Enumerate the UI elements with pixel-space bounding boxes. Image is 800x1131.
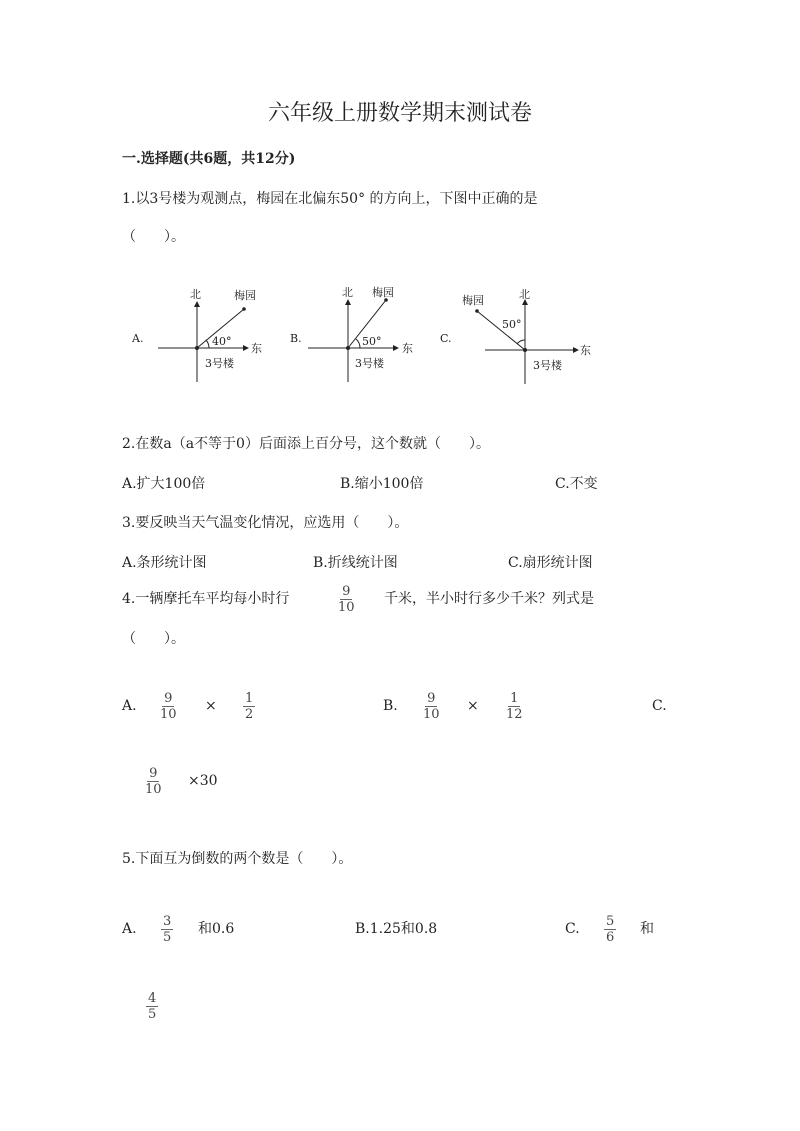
question-4-blank: （ ）。	[122, 631, 185, 647]
page-title: 六年级上册数学期末测试卷	[267, 101, 532, 126]
north-label: 北	[519, 288, 530, 301]
diagram-a	[131, 288, 262, 382]
fraction: $\frac{9}{10}$	[338, 584, 355, 615]
origin-label: 3号楼	[533, 359, 562, 372]
question-4-option-c-label: C.	[652, 698, 667, 714]
origin-label: 3号楼	[355, 357, 384, 370]
times-sign: ×	[205, 698, 217, 714]
diagram-c	[440, 288, 591, 384]
question-2-option-c: C.不变	[555, 476, 598, 492]
angle-label: 40°	[212, 335, 232, 348]
question-5-text: 5.下面互为倒数的两个数是（ ）。	[122, 851, 353, 867]
diagram-label: A.	[132, 332, 144, 345]
east-label: 东	[251, 342, 262, 355]
question-3-option-a: A.条形统计图	[122, 555, 207, 571]
times-sign: ×	[467, 698, 479, 714]
question-4-text: 4.一辆摩托车平均每小时行	[122, 591, 290, 607]
question-5-option-c-label: C.	[565, 921, 580, 937]
question-3-option-c: C.扇形统计图	[508, 555, 593, 571]
question-3-text: 3.要反映当天气温变化情况，应选用（ ）。	[122, 515, 409, 531]
angle-label: 50°	[502, 318, 522, 331]
question-5-option-a-label: A.	[122, 921, 137, 937]
east-label: 东	[402, 342, 413, 355]
question-4-option-c-rest: ×30	[188, 773, 218, 789]
question-1-text: 1.以3号楼为观测点，梅园在北偏东50° 的方向上，下图中正确的是	[122, 191, 538, 207]
and-text: 和	[640, 921, 654, 937]
question-2-option-b: B.缩小100倍	[340, 476, 424, 492]
angle-label: 50°	[362, 335, 382, 348]
fraction: $\frac{1}{12}$	[506, 691, 523, 722]
fraction: $\frac{9}{10}$	[160, 691, 177, 722]
fraction: $\frac{5}{6}$	[606, 914, 615, 945]
target-label: 梅园	[372, 286, 394, 299]
question-1-blank: （ ）。	[122, 229, 185, 245]
north-label: 北	[190, 288, 201, 301]
target-label: 梅园	[234, 289, 256, 302]
question-4-text-cont: 千米，半小时行多少千米？列式是	[384, 591, 594, 607]
diagram-label: C.	[440, 332, 452, 345]
question-2-text: 2.在数a（a不等于0）后面添上百分号，这个数就（ ）。	[122, 436, 490, 452]
fraction: $\frac{1}{2}$	[245, 691, 254, 722]
east-label: 东	[580, 344, 591, 357]
fraction: $\frac{4}{5}$	[148, 991, 157, 1022]
question-3-option-b: B.折线统计图	[313, 555, 398, 571]
question-2-option-a: A.扩大100倍	[122, 476, 206, 492]
diagram-b	[290, 285, 413, 382]
target-label: 梅园	[462, 294, 484, 307]
north-label: 北	[342, 286, 353, 299]
fraction: $\frac{9}{10}$	[423, 691, 440, 722]
question-4-option-a-label: A.	[122, 698, 137, 714]
diagram-label: B.	[290, 332, 302, 345]
question-1-diagrams	[120, 270, 600, 390]
question-4-option-b-label: B.	[383, 698, 398, 714]
origin-label: 3号楼	[205, 357, 234, 370]
fraction: $\frac{9}{10}$	[145, 766, 162, 797]
section-heading: 一.选择题(共6题，共12分)	[122, 151, 296, 167]
question-5-option-a-rest: 和0.6	[198, 921, 235, 937]
question-5-option-b: B.1.25和0.8	[355, 921, 438, 937]
fraction: $\frac{3}{5}$	[163, 914, 172, 945]
